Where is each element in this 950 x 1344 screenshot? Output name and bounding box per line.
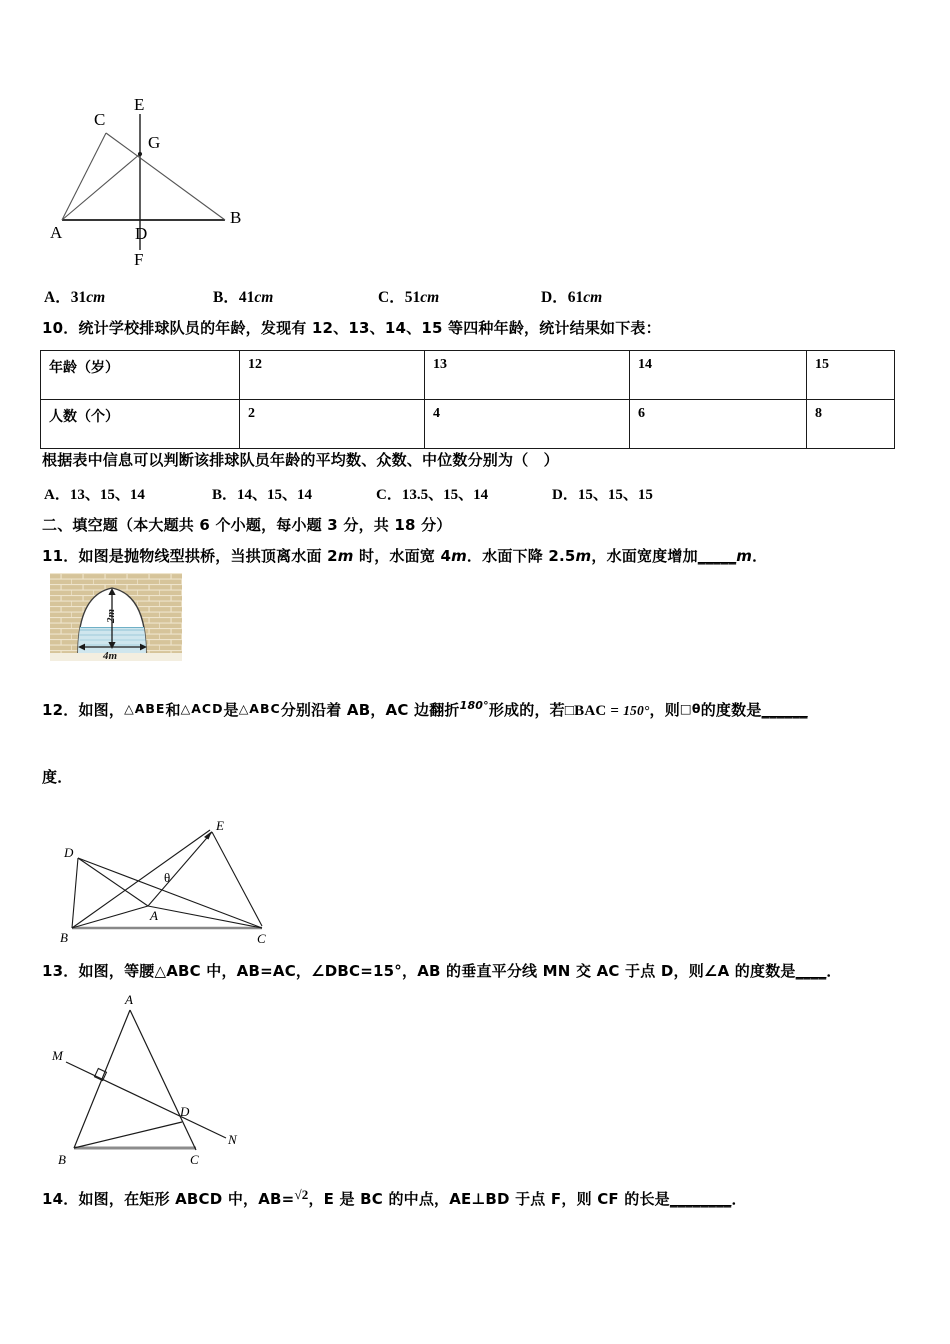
q12-after-flip: 形成的，若 <box>488 701 565 719</box>
line-ac <box>62 133 106 220</box>
line-ac-q12 <box>148 906 262 928</box>
figure-q12-folded-triangle <box>50 812 350 948</box>
q12-conj-2: 是 <box>223 701 239 719</box>
q11-stem <box>42 546 767 566</box>
q9-choice-d-value: 61 <box>567 289 584 306</box>
q12-conj-1: 和 <box>165 701 181 719</box>
q9-choice-c-value: 51 <box>404 289 421 306</box>
line-db <box>72 858 78 928</box>
q12-theta-symbol: □θ <box>679 701 701 716</box>
label-d: D <box>135 224 148 243</box>
q10-choice-a-label: A． <box>44 487 70 503</box>
line-cd <box>78 858 262 928</box>
label-c-q13: C <box>190 1152 199 1167</box>
cell-age-3: 15 <box>807 351 895 400</box>
cell-age-2: 14 <box>630 351 807 400</box>
cell-count-0: 2 <box>240 400 425 449</box>
q11-part1: 11．如图是抛物线型拱桥，当拱顶离水面 2 <box>42 547 338 565</box>
table-row-count <box>41 400 895 449</box>
q11-unit-4: m <box>736 547 753 565</box>
q13-text-a: 13．如图，等腰△ABC 中，AB=AC，∠DBC=15°，AB 的垂直平分线 MN 交 AC 于点 D，则∠A 的度数是 <box>42 962 796 980</box>
label-g: G <box>148 133 161 152</box>
q12-triangle-acd: △ACD <box>180 701 224 716</box>
figure-q9-triangle <box>42 92 272 272</box>
point-g-dot <box>138 152 142 156</box>
q9-choice-b-value: 41 <box>238 289 255 306</box>
q9-choice-b-unit: cm <box>254 289 274 306</box>
label-d-q12: D <box>64 845 74 860</box>
cell-age-0: 12 <box>240 351 425 400</box>
label-b: B <box>230 208 242 227</box>
q10-stem: 10．统计学校排球队员的年龄，发现有 12、13、14、15 等四种年龄，统计结果如下表： <box>42 319 661 337</box>
line-ac-q13 <box>130 1010 196 1150</box>
q10-choice-c-label: C． <box>376 487 402 503</box>
q10-follow-up: 根据表中信息可以判断该排球队员年龄的平均数、众数、中位数分别为（ ） <box>42 451 559 469</box>
row-header-count: 人数（个） <box>41 400 240 449</box>
q9-choice-d-label: D． <box>541 289 568 306</box>
label-a-q13: A <box>125 992 133 1007</box>
q9-choice-a-value: 31 <box>70 289 87 306</box>
q11-answer-blank[interactable]: _____ <box>697 547 737 565</box>
figure-q11-arch-bridge <box>50 573 182 661</box>
q11-part3: ．水面下降 2.5 <box>466 547 576 565</box>
q11-part2: 时，水面宽 4 <box>353 547 452 565</box>
q10-choice-b-text: 14、15、14 <box>237 487 313 503</box>
q12-lead: 12．如图， <box>42 701 125 719</box>
q12-angle-bac: □BAC = <box>564 703 624 719</box>
q12-stem-line2: 度． <box>42 768 73 786</box>
q9-choice-a-label: A． <box>44 289 71 306</box>
q10-choice-c-text: 13.5、15、14 <box>401 487 489 503</box>
label-m-q13: M <box>52 1048 63 1063</box>
q10-stat-table <box>40 350 895 449</box>
label-b-q12: B <box>60 930 68 945</box>
q11-part5: ． <box>752 547 768 565</box>
q10-choice-d-text: 15、15、15 <box>577 487 653 503</box>
label-f: F <box>134 250 144 269</box>
q13-answer-blank[interactable]: ____ <box>795 962 827 980</box>
cell-count-2: 6 <box>630 400 807 449</box>
q11-part4: ，水面宽度增加 <box>591 547 698 565</box>
q13-stem <box>42 961 842 981</box>
line-cb <box>106 133 225 220</box>
q11-unit-1: m <box>337 547 354 565</box>
line-bd-q13 <box>74 1122 182 1148</box>
section-two-heading: 二、填空题（本大题共 6 个小题，每小题 3 分，共 18 分） <box>42 516 452 534</box>
q14-text-b: ，E 是 BC 的中点，AE⊥BD 于点 F，则 CF 的长是 <box>308 1190 670 1208</box>
figure-q13-isosceles-triangle <box>50 986 300 1168</box>
q12-tail: ，则 <box>649 701 680 719</box>
label-c-q12: C <box>257 931 266 946</box>
q14-stem <box>42 1186 747 1209</box>
q12-mid: 分别沿着 AB，AC 边翻折 <box>280 701 460 719</box>
width-label-4m: 4m <box>103 650 118 661</box>
q10-choice-b-label: B． <box>212 487 238 503</box>
table-row-age <box>41 351 895 400</box>
q12-tail2: 的度数是 <box>700 701 762 719</box>
cell-age-1: 13 <box>425 351 630 400</box>
row-header-age: 年龄（岁） <box>41 351 240 400</box>
line-ab-q12 <box>72 906 148 928</box>
q9-choice-a-unit: cm <box>86 289 106 306</box>
line-be <box>72 830 210 928</box>
q12-answer-blank[interactable]: ______ <box>761 701 808 719</box>
label-b-q13: B <box>58 1152 66 1167</box>
label-d-q13: D <box>180 1104 190 1119</box>
arrowhead-e <box>204 831 212 840</box>
q12-flip-angle: 180° <box>459 699 489 712</box>
label-theta-q12: θ <box>164 870 171 885</box>
q9-choice-d-unit: cm <box>583 289 603 306</box>
q14-radical: √2 <box>294 1187 309 1202</box>
label-e: E <box>134 95 145 114</box>
label-n-q13: N <box>228 1132 237 1147</box>
line-ae <box>148 832 212 906</box>
q12-triangle-abc: △ABC <box>238 701 281 716</box>
height-label-2m: 2m <box>105 608 117 623</box>
q11-unit-3: m <box>575 547 592 565</box>
q9-choice-c-unit: cm <box>420 289 440 306</box>
label-a: A <box>50 223 63 242</box>
label-a-q12: A <box>150 908 158 923</box>
q12-triangle-abe: △ABE <box>124 701 166 716</box>
line-mn <box>66 1062 226 1138</box>
cell-count-1: 4 <box>425 400 630 449</box>
q9-choice-b-label: B． <box>213 289 239 306</box>
q14-text-a: 14．如图，在矩形 ABCD 中，AB= <box>42 1190 295 1208</box>
label-e-q12: E <box>216 818 224 833</box>
q10-choice-d-label: D． <box>552 487 578 503</box>
q14-text-c: ． <box>731 1190 747 1208</box>
q13-text-b: ． <box>826 962 842 980</box>
q11-unit-2: m <box>451 547 467 565</box>
cell-count-3: 8 <box>807 400 895 449</box>
q12-stem-line1 <box>42 699 808 721</box>
line-ag <box>62 154 140 220</box>
q12-angle-bac-value: 150° <box>623 703 650 718</box>
q14-answer-blank[interactable]: ________ <box>669 1190 732 1208</box>
q10-choice-a-text: 13、15、14 <box>69 487 145 503</box>
q9-choice-c-label: C． <box>378 289 405 306</box>
label-c: C <box>94 110 106 129</box>
